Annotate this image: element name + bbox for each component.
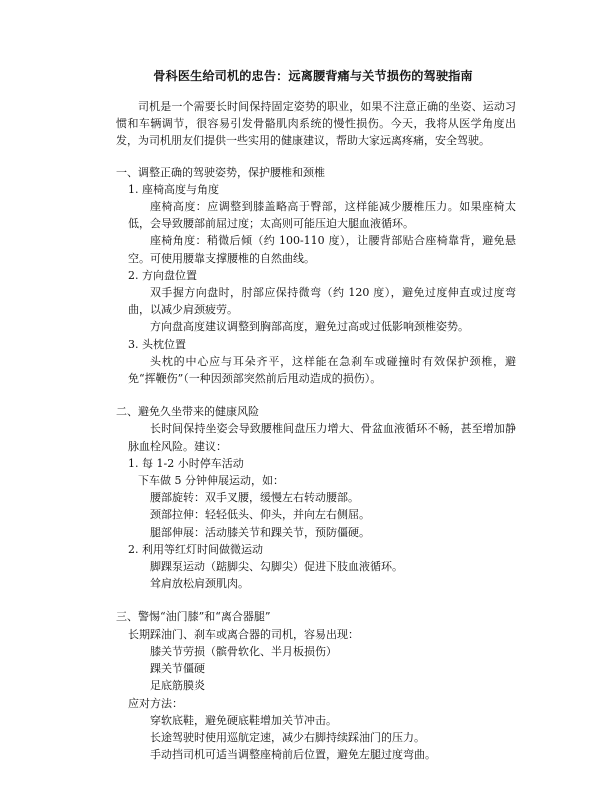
subsection-title: 2. 方向盘位置 [128, 268, 197, 282]
paragraph: 座椅高度：应调整到膝盖略高于臀部，这样能减少腰椎压力。如果座椅太低，会导致腰部前屈过度；太高则可能压迫大腿血液循环。 [128, 200, 516, 231]
list-item: 颈部拉伸：轻轻低头、仰头，并向左右侧屈。 [150, 508, 370, 522]
paragraph: 双手握方向盘时，肘部应保持微弯（约 120 度），避免过度伸直或过度弯曲，以减少肩颈疲劳。 [128, 286, 516, 317]
section-pedal-injuries [116, 608, 516, 763]
list-item: 脚踝泵运动（踮脚尖、勾脚尖）促进下肢血液循环。 [150, 560, 403, 574]
subsection-seat [116, 181, 516, 267]
method-label: 应对方法： [128, 696, 183, 710]
page-title: 骨科医生给司机的忠告：远离腰背痛与关节损伤的驾驶指南 [153, 69, 473, 83]
list-item: 膝关节劳损（髌骨软化、半月板损伤） [150, 644, 337, 658]
section-title: 二、避免久坐带来的健康风险 [116, 405, 259, 419]
subsection-red-light-exercise [116, 541, 516, 593]
subsection-title: 2. 利用等红灯时间做微运动 [128, 542, 263, 556]
paragraph: 方向盘高度建议调整到胸部高度，避免过高或过低影响颈椎姿势。 [150, 320, 469, 334]
subsection-steering-wheel [116, 267, 516, 336]
paragraph: 头枕的中心应与耳朵齐平，这样能在急刹车或碰撞时有效保护颈椎，避免“挥鞭伤”（一种因颈部突然前后甩动造成的损伤）。 [128, 354, 516, 386]
subsection-title: 3. 头枕位置 [128, 337, 186, 351]
section-prolonged-sitting [116, 403, 516, 592]
list-item: 耸肩放松肩颈肌肉。 [150, 577, 249, 591]
subsection-break-exercise [116, 455, 516, 541]
subsection-title: 1. 每 1-2 小时停车活动 [128, 456, 244, 470]
list-item: 踝关节僵硬 [150, 662, 205, 676]
intro-paragraph: 司机是一个需要长时间保持固定姿势的职业，如果不注意正确的坐姿、运动习惯和车辆调节，很容易引发骨骼肌肉系统的慢性损伤。今天，我将从医学角度出发，为司机朋友们提供一些实用的健康建议，帮助大家远离疼痛，安全驾驶。 [116, 100, 516, 148]
list-item: 足底筋膜炎 [150, 679, 205, 693]
list-item: 腿部伸展：活动膝关节和踝关节，预防僵硬。 [150, 525, 370, 539]
exercise-lead: 下车做 5 分钟伸展运动，如： [138, 474, 284, 488]
section-title: 一、调整正确的驾驶姿势，保护腰椎和颈椎 [116, 165, 325, 179]
risk-lead: 长期踩油门、刹车或离合器的司机，容易出现： [128, 627, 359, 641]
subsection-title: 1. 座椅高度与角度 [128, 182, 219, 196]
subsection-body [116, 284, 516, 336]
list-item: 手动挡司机可适当调整座椅前后位置，避免左腿过度弯曲。 [150, 748, 436, 762]
subsection-body [116, 198, 516, 267]
section-posture [116, 164, 516, 388]
paragraph: 长时间保持坐姿会导致腰椎间盘压力增大、骨盆血液循环不畅，甚至增加静脉血栓风险。建议： [128, 422, 516, 453]
subsection-body [116, 353, 516, 387]
paragraph: 座椅角度：稍微后倾（约 100-110 度），让腰背部贴合座椅靠背，避免悬空。可使用腰靠支撑腰椎的自然曲线。 [128, 234, 516, 265]
section-title: 三、警惕“油门膝”和“离合器腿” [116, 610, 271, 624]
list-item: 穿软底鞋，避免硬底鞋增加关节冲击。 [150, 713, 337, 727]
list-item: 长途驾驶时使用巡航定速，减少右脚持续踩油门的压力。 [150, 730, 425, 744]
subsection-headrest [116, 336, 516, 388]
section-body [116, 420, 516, 454]
list-item: 腰部旋转：双手叉腰，缓慢左右转动腰部。 [150, 491, 359, 505]
